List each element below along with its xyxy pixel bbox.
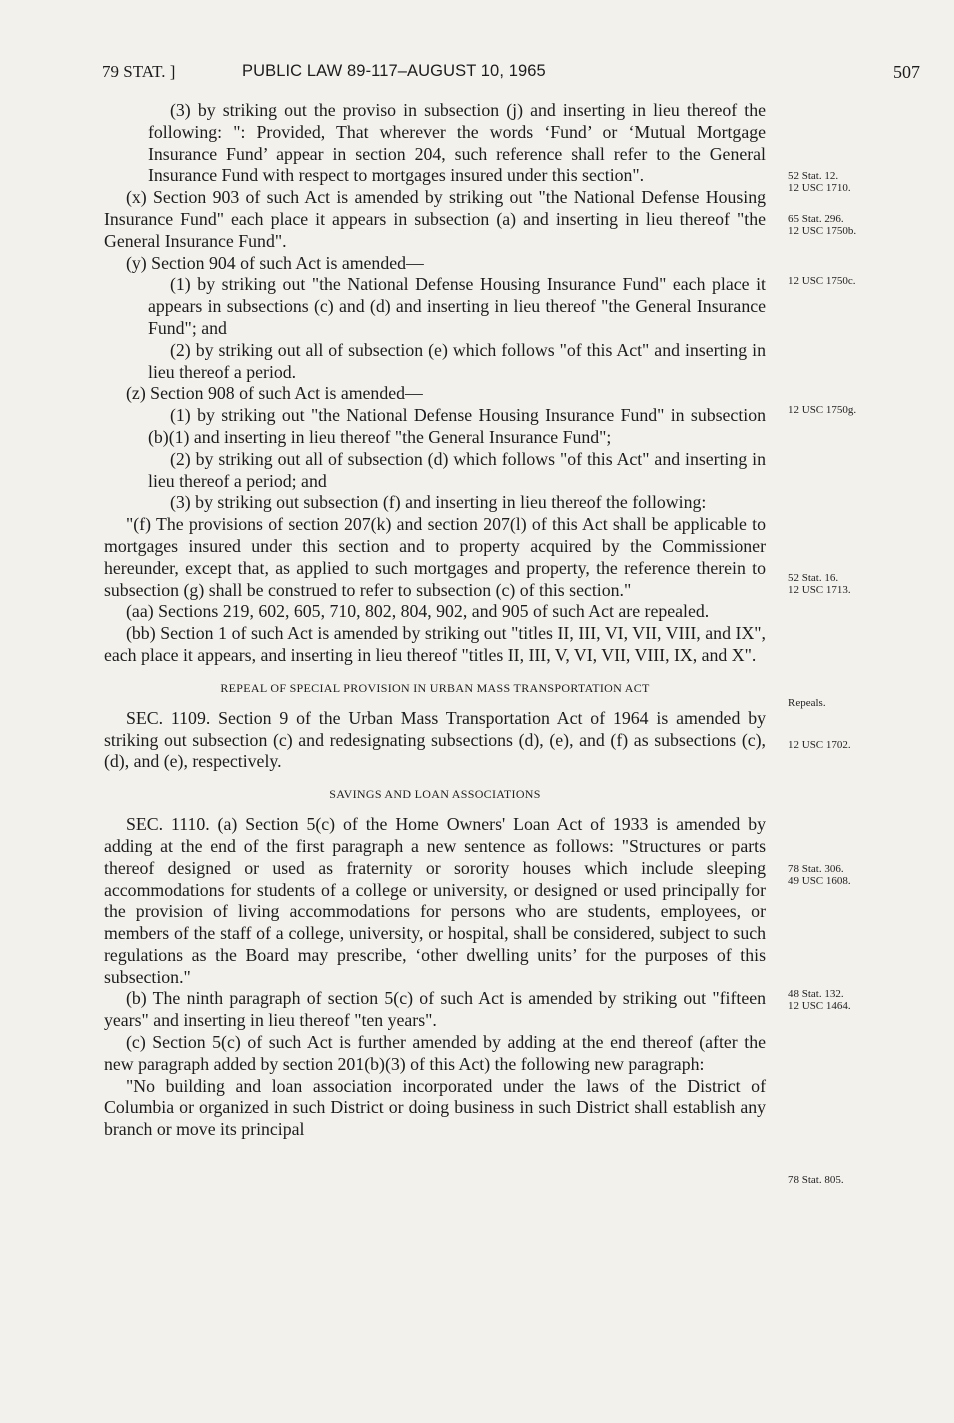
paragraph: SEC. 1109. Section 9 of the Urban Mass Transportation Act of 1964 is amended by striking out subsection (c) and redesignating subsections (d), (e), and (f) as subsections (c), (d), and (e), respectively. (104, 707, 766, 772)
paragraph: (aa) Sections 219, 602, 605, 710, 802, 804, 902, and 905 of such Act are repealed. (126, 601, 710, 622)
margin-note: 52 Stat. 12. 12 USC 1710. (788, 170, 851, 194)
page-title: PUBLIC LAW 89-117–AUGUST 10, 1965 (242, 62, 546, 80)
paragraph: (y) Section 904 of such Act is amended— (126, 252, 424, 273)
margin-note: 48 Stat. 132. 12 USC 1464. (788, 988, 851, 1012)
margin-note: 78 Stat. 306. 49 USC 1608. (788, 863, 851, 887)
paragraph: (c) Section 5(c) of such Act is further amended by adding at the end thereof (after the new paragraph added by section 201(b)(3) of this Act) the following new paragraph: (104, 1032, 766, 1074)
paragraph: (1) by striking out "the National Defense Housing Insurance Fund" in subsection (b)(1) and inserting in lieu thereof "the General Insurance Fund"; (148, 405, 766, 447)
section-heading: SAVINGS AND LOAN ASSOCIATIONS (329, 787, 541, 802)
paragraph: "No building and loan association incorporated under the laws of the District of Columbia or organized in such District or doing business in such District shall establish any branch or move its principal (104, 1075, 766, 1140)
paragraph: (3) by striking out subsection (f) and inserting in lieu thereof the following: (170, 492, 707, 513)
paragraph: (b) The ninth paragraph of section 5(c) of such Act is amended by striking out "fifteen years" and inserting in lieu thereof "ten years". (104, 988, 766, 1031)
page-header (102, 62, 920, 86)
statute-volume: 79 STAT. ] (102, 62, 176, 81)
margin-note: 12 USC 1750g. (788, 404, 857, 416)
page-number: 507 (893, 62, 920, 82)
section-heading: REPEAL OF SPECIAL PROVISION IN URBAN MASS TRANSPORTATION ACT (220, 680, 650, 695)
paragraph: (bb) Section 1 of such Act is amended by striking out "titles II, III, VI, VII, VIII, and IX", each place it appears, and inserting in lieu thereof "titles II, III, V, VI, VII, VIII, IX, and X". (104, 623, 766, 665)
paragraph: (1) by striking out "the National Defense Housing Insurance Fund" each place it appears in subsections (c) and (d) and inserting in lieu thereof "the General Insurance Fund"; and (148, 274, 766, 338)
paragraph: (z) Section 908 of such Act is amended— (126, 383, 423, 404)
margin-note: 78 Stat. 805. (788, 1174, 844, 1186)
paragraph: (3) by striking out the proviso in subsection (j) and inserting in lieu thereof the following: ": Provided, That wherever the words ‘Fund’ or ‘Mutual Mortgage Insurance Fund’ appear in section 204, such reference shall refer to the General Insurance Fund with respect to mortgages insured under this section". (148, 100, 766, 186)
paragraph: SEC. 1110. (a) Section 5(c) of the Home Owners' Loan Act of 1933 is amended by adding at the end of the first paragraph a new sentence as follows: "Structures or parts thereof designed or used as fraternity or sorority houses which include sleeping accommodations for students of a college or university, or designed or used principally for the provision of living accommodations for persons who are students, employees, or members of the staff of a college, university, or hospital, shall be considered, subject to such regulations as the Board may prescribe, ‘other dwelling units’ for the purposes of this subsection." (104, 814, 766, 987)
margin-note: 52 Stat. 16. 12 USC 1713. (788, 572, 851, 596)
margin-note: 12 USC 1750c. (788, 275, 856, 287)
margin-note: 12 USC 1702. (788, 739, 851, 751)
paragraph: (2) by striking out all of subsection (d) which follows "of this Act" and inserting in lieu thereof a period; and (148, 448, 766, 491)
paragraph: (2) by striking out all of subsection (e) which follows "of this Act" and inserting in lieu thereof a period. (148, 339, 766, 382)
paragraph: "(f) The provisions of section 207(k) and section 207(l) of this Act shall be applicable to mortgages insured under this section and to property acquired by the Commissioner hereunder, except that, as applied to such mortgages and property, the reference therein to subsection (g) shall be construed to refer to subsection (c) of this section." (104, 514, 766, 600)
paragraph: (x) Section 903 of such Act is amended by striking out "the National Defense Housing Insurance Fund" each place it appears in subsection (a) and inserting in lieu thereof "the General Insurance Fund". (104, 187, 766, 251)
margin-note: Repeals. (788, 697, 826, 709)
margin-note: 65 Stat. 296. 12 USC 1750b. (788, 213, 857, 237)
document-body (104, 100, 766, 1141)
